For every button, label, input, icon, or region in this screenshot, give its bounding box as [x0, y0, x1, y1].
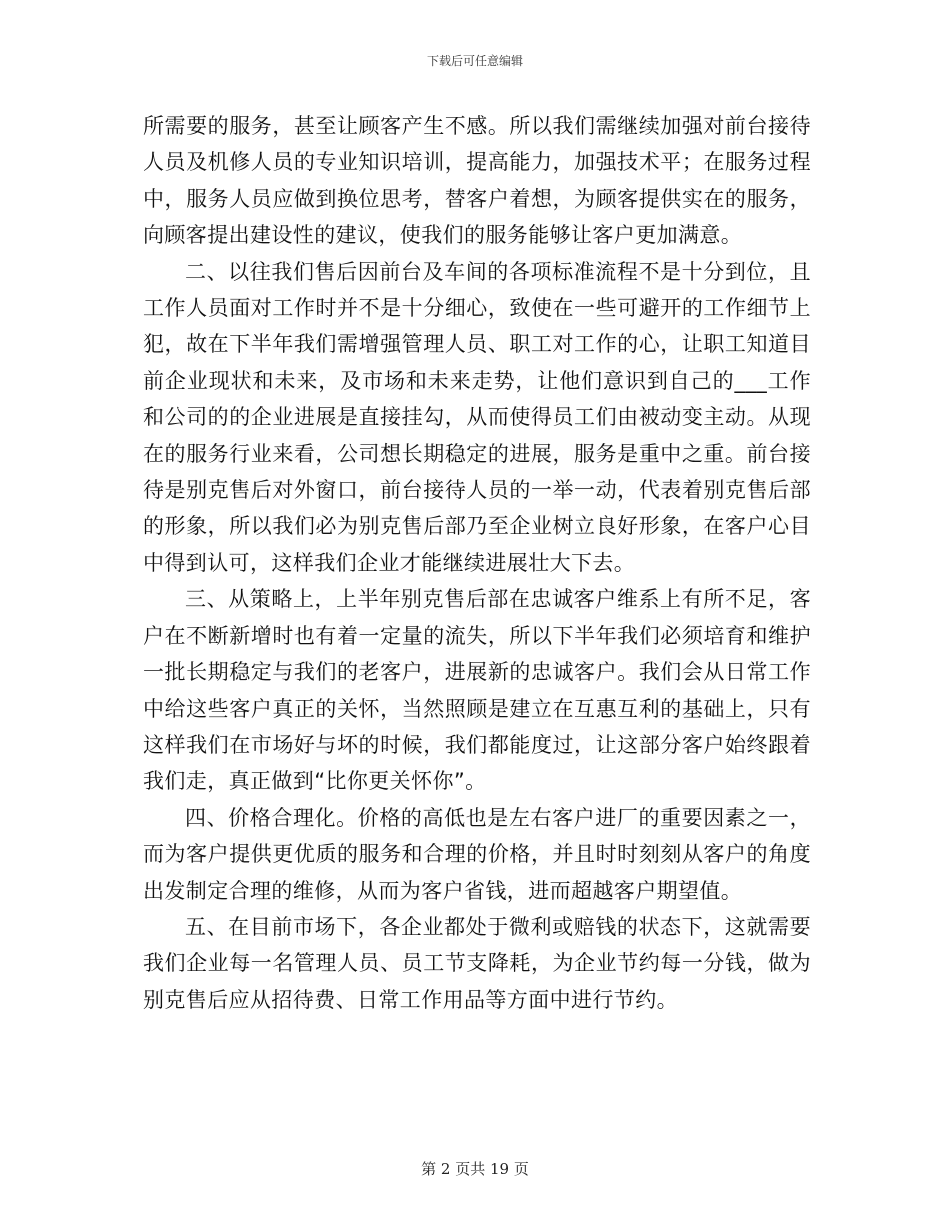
paragraph-item-4: 四、价格合理化。价格的高低也是左右客户进厂的重要因素之一，而为客户提供更优质的服务和合理的价格，并且时时刻刻从客户的角度出发制定合理的维修，从而为客户省钱，进而超越客户期望值。: [143, 805, 811, 903]
paragraph-item-5: 五、在目前市场下，各企业都处于微利或赔钱的状态下，这就需要我们企业每一名管理人员、员工节支降耗，为企业节约每一分钱，做为别克售后应从招待费、日常工作用品等方面中进行节约。: [143, 914, 811, 1012]
paragraph-continuation: 所需要的服务，甚至让顾客产生不感。所以我们需继续加强对前台接待人员及机修人员的专业知识培训，提高能力，加强技术平；在服务过程中，服务人员应做到换位思考，替客户着想，为顾客提供实在的服务，向顾客提出建设性的建议，使我们的服务能够让客户更加满意。: [143, 114, 811, 248]
document-body: [143, 108, 811, 1018]
page-number-footer: 第 2 页共 19 页: [421, 1160, 529, 1178]
page-header: 下载后可任意编辑: [426, 54, 523, 68]
paragraph-item-3: 三、从策略上，上半年别克售后部在忠诚客户维系上有所不足，客户在不断新增时也有着一定量的流失，所以下半年我们必须培育和维护一批长期稳定与我们的老客户，进展新的忠诚客户。我们会从日常工作中给这些客户真正的关怀，当然照顾是建立在互惠互利的基础上，只有这样我们在市场好与坏的时候，我们都能度过，让这部分客户始终跟着我们走，真正做到“比你更关怀你”。: [143, 587, 811, 794]
paragraph-item-2: 二、以往我们售后因前台及车间的各项标准流程不是十分到位，且工作人员面对工作时并不是十分细心，致使在一些可避开的工作细节上犯，故在下半年我们需增强管理人员、职工对工作的心，让职工知道目前企业现状和未来，及市场和未来走势，让他们意识到自己的___工作和公司的的企业进展是直接挂勾，从而使得员工们由被动变主动。从现在的服务行业来看，公司想长期稳定的进展，服务是重中之重。前台接待是别克售后对外窗口，前台接待人员的一举一动，代表着别克售后部的形象，所以我们必为别克售后部乃至企业树立良好形象，在客户心目中得到认可，这样我们企业才能继续进展壮大下去。: [143, 259, 811, 575]
